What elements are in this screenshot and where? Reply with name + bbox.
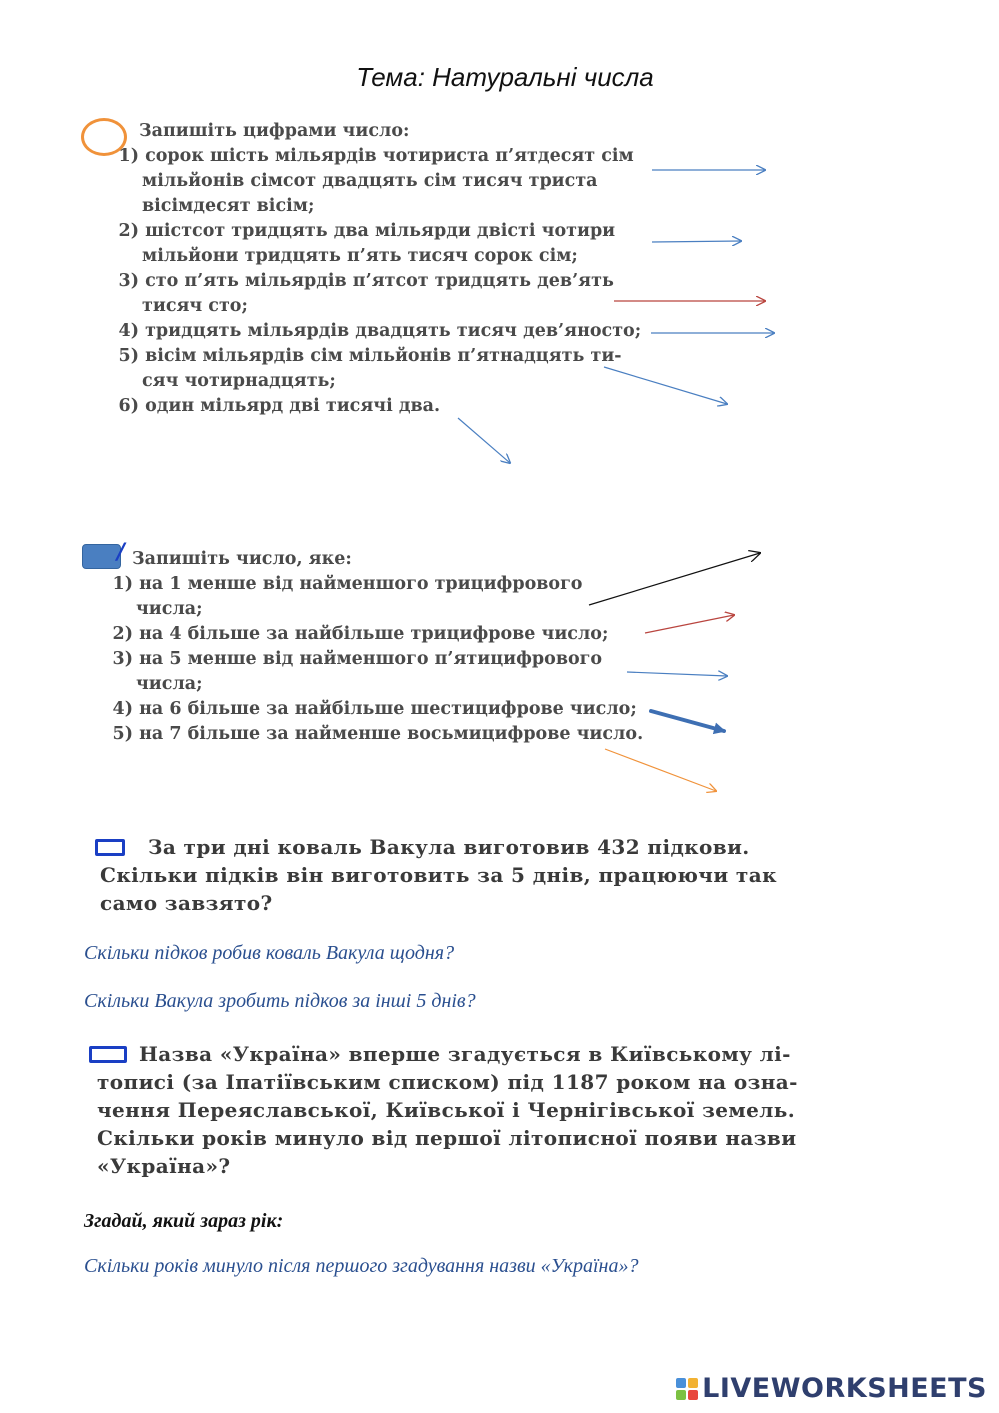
task1-line: 4) тридцять мільярдів двадцять тисяч дев’яносто; bbox=[118, 321, 642, 341]
task1-line: 1) сорок шість мільярдів чотириста п’ятдесят сім bbox=[118, 146, 634, 166]
arrow-icon bbox=[458, 418, 510, 463]
arrow-icon bbox=[651, 711, 724, 731]
task2-line: 3) на 5 менше від найменшого п’ятицифрового bbox=[112, 649, 603, 669]
liveworksheets-logo-icon bbox=[676, 1378, 698, 1400]
task2-heading: Запишіть число, яке: bbox=[132, 549, 352, 569]
task1-line: сяч чотирнадцять; bbox=[142, 371, 336, 391]
task1-heading: Запишіть цифрами число: bbox=[139, 121, 410, 141]
task3-line: За три дні коваль Вакула виготовив 432 підкови. bbox=[148, 835, 750, 859]
task3-question-2: Скільки Вакула зробить підков за інші 5 днів? bbox=[84, 990, 476, 1012]
task1-line: мільйонів сімсот двадцять сім тисяч триста bbox=[142, 171, 598, 191]
task1-line: 5) вісім мільярдів сім мільйонів п’ятнадцять ти- bbox=[118, 346, 622, 366]
task4-line: тописі (за Іпатіївським списком) під 1187 роком на озна- bbox=[97, 1070, 798, 1094]
task2-line: 2) на 4 більше за найбільше трицифрове число; bbox=[112, 624, 609, 644]
task4-remember: Згадай, який зараз рік: bbox=[84, 1210, 284, 1232]
page-title: Тема: Натуральні числа bbox=[356, 62, 654, 92]
logo-text: LIVEWORKSHEETS bbox=[702, 1373, 987, 1404]
task1-line: вісімдесят вісім; bbox=[142, 196, 315, 216]
task4-line: чення Переяславської, Київської і Чернігівської земель. bbox=[97, 1098, 796, 1122]
arrow-icon bbox=[605, 749, 716, 791]
arrow-icon bbox=[627, 672, 727, 676]
task2-line: 5) на 7 більше за найменше восьмицифрове число. bbox=[112, 724, 644, 744]
task3-block bbox=[100, 833, 790, 917]
task2-line: 4) на 6 більше за найбільше шестицифрове число; bbox=[112, 699, 637, 719]
arrow-icon bbox=[589, 553, 760, 605]
task4-line: «Україна»? bbox=[97, 1154, 231, 1178]
task4-block bbox=[97, 1040, 798, 1180]
task2-line: числа; bbox=[136, 674, 203, 694]
task2-line: числа; bbox=[136, 599, 203, 619]
task1-line: 3) сто п’ять мільярдів п’ятсот тридцять дев’ять bbox=[118, 271, 614, 291]
task1-line: тисяч сто; bbox=[142, 296, 248, 316]
task3-line: Скільки підків він виготовить за 5 днів, працюючи так bbox=[100, 863, 777, 887]
arrow-icon bbox=[645, 615, 734, 633]
task4-question: Скільки років минуло після першого згадування назви «Україна»? bbox=[84, 1255, 639, 1277]
task4-line: Скільки років минуло від першої літописної появи назви bbox=[97, 1126, 797, 1150]
task2-tick-icon: / bbox=[117, 540, 126, 565]
task2-line: 1) на 1 менше від найменшого трицифрового bbox=[112, 574, 583, 594]
task4-line: Назва «Україна» вперше згадується в Київському лі- bbox=[139, 1042, 791, 1066]
task1-line: 6) один мільярд дві тисячі два. bbox=[118, 396, 441, 416]
arrow-icon bbox=[604, 367, 727, 404]
arrow-icon bbox=[652, 241, 741, 242]
task3-line: само завзято? bbox=[100, 891, 273, 915]
task3-question-1: Скільки підков робив коваль Вакула щодня? bbox=[84, 942, 455, 964]
task1-line: 2) шістсот тридцять два мільярди двісті чотири bbox=[118, 221, 616, 241]
liveworksheets-logo bbox=[676, 1373, 987, 1404]
task1-line: мільйони тридцять п’ять тисяч сорок сім; bbox=[142, 246, 578, 266]
